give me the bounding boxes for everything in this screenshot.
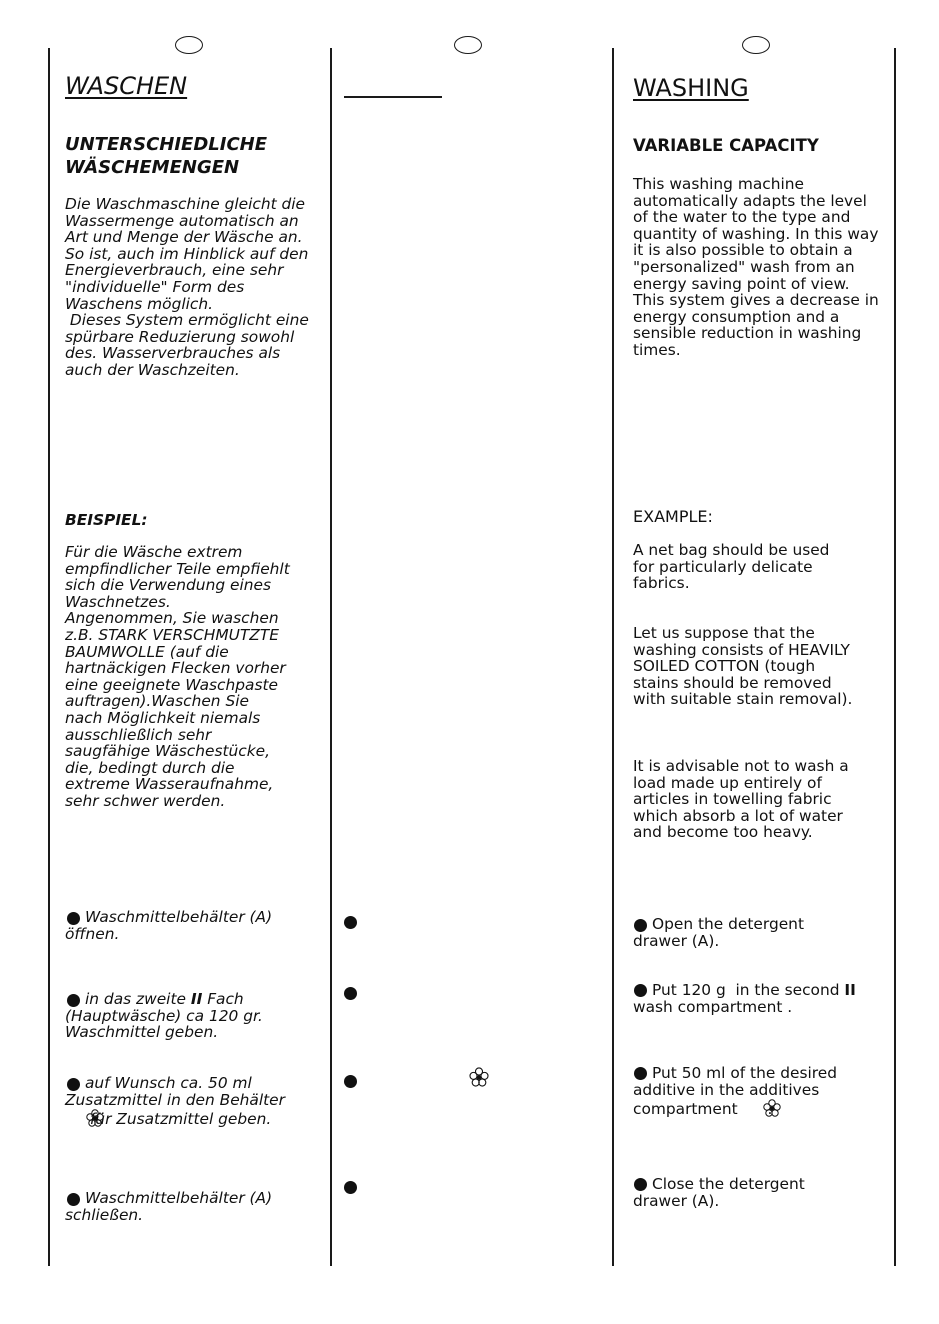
section-heading-de: UNTERSCHIEDLICHE WÄSCHEMENGEN — [65, 134, 268, 178]
language-oval-icon-de — [175, 36, 203, 54]
column-divider-2 — [612, 48, 614, 1266]
step-close-drawer-de: Waschmittelbehälter (A) schließen. — [65, 1189, 273, 1224]
intro-text-de: Die Waschmaschine gleicht die Wassermenge automatisch an Art und Menge der Wäsche an. So ist, auch im Hinblick auf den Energieverbrauch, eine sehr "individuelle" Form des Waschens möglich. Dieses System ermöglicht eine spürbare Reduzierung sowohl des. Wasserverbrauches als auch der Waschzeiten. — [65, 195, 309, 379]
step-close-drawer-en: Close the detergent drawer (A). — [633, 1175, 805, 1210]
flower-additive-icon — [743, 1098, 763, 1118]
step-additive-en: Put 50 ml of the desired additive in the additives compartment . — [633, 1064, 837, 1119]
bullet-icon — [344, 987, 357, 1000]
example-text-en-2: Let us suppose that the washing consists of HEAVILY SOILED COTTON (tough stains should be removed with suitable stain removal). — [633, 624, 853, 709]
example-text-en-1: A net bag should be used for particularly delicate fabrics. — [633, 541, 830, 593]
example-heading-en: EXAMPLE: — [633, 507, 713, 526]
bullet-icon — [344, 916, 357, 929]
page-title-de: WASCHEN — [65, 72, 188, 100]
page-title-en: WASHING — [633, 74, 749, 102]
example-text-de: Für die Wäsche extrem empfindlicher Teile empfiehlt sich die Verwendung eines Waschnetzes. Angenommen, Sie waschen z.B. STARK VERSCHMUTZTE BAUMWOLLE (auf die hartnäckigen Flecken vorher eine geeignete Waschpaste auftragen).Waschen Sie nach Möglichkeit niemals ausschließlich sehr saugfähige Wäschestücke, die, bedingt durch die extreme Wasseraufnahme, sehr schwer werden. — [65, 543, 290, 810]
title-underline-middle — [344, 96, 442, 98]
language-oval-icon-middle — [454, 36, 482, 54]
bullet-icon — [344, 1181, 357, 1194]
step-main-wash-en: Put 120 g in the second II wash compartment . — [633, 981, 856, 1016]
section-heading-en: VARIABLE CAPACITY — [633, 136, 819, 155]
intro-text-en: This washing machine automatically adapts the level of the water to the type and quantity of washing. In this way it is also possible to obtain a "personalized" wash from an energy saving point of view. This system gives a decrease in energy consumption and a sensible reduction in washing times. — [633, 175, 879, 359]
example-text-en-3: It is advisable not to wash a load made up entirely of articles in towelling fabric which absorb a lot of water and become too heavy. — [633, 757, 849, 842]
language-oval-icon-en — [742, 36, 770, 54]
column-divider-1 — [330, 48, 332, 1266]
flower-additive-icon — [468, 1066, 490, 1088]
step-open-drawer-de: Waschmittelbehälter (A) öffnen. — [65, 908, 273, 943]
right-margin-line — [894, 48, 896, 1266]
step-additive-de: auf Wunsch ca. 50 ml Zusatzmittel in den Behälter für Zusatzmittel geben. — [65, 1074, 285, 1129]
left-margin-line — [48, 48, 50, 1266]
step-main-wash-de: in das zweite II Fach (Hauptwäsche) ca 120 gr. Waschmittel geben. — [65, 990, 263, 1042]
flower-additive-icon — [65, 1108, 85, 1128]
bullet-icon — [344, 1075, 357, 1088]
step-open-drawer-en: Open the detergent drawer (A). — [633, 915, 804, 950]
example-heading-de: BEISPIEL: — [65, 511, 148, 529]
